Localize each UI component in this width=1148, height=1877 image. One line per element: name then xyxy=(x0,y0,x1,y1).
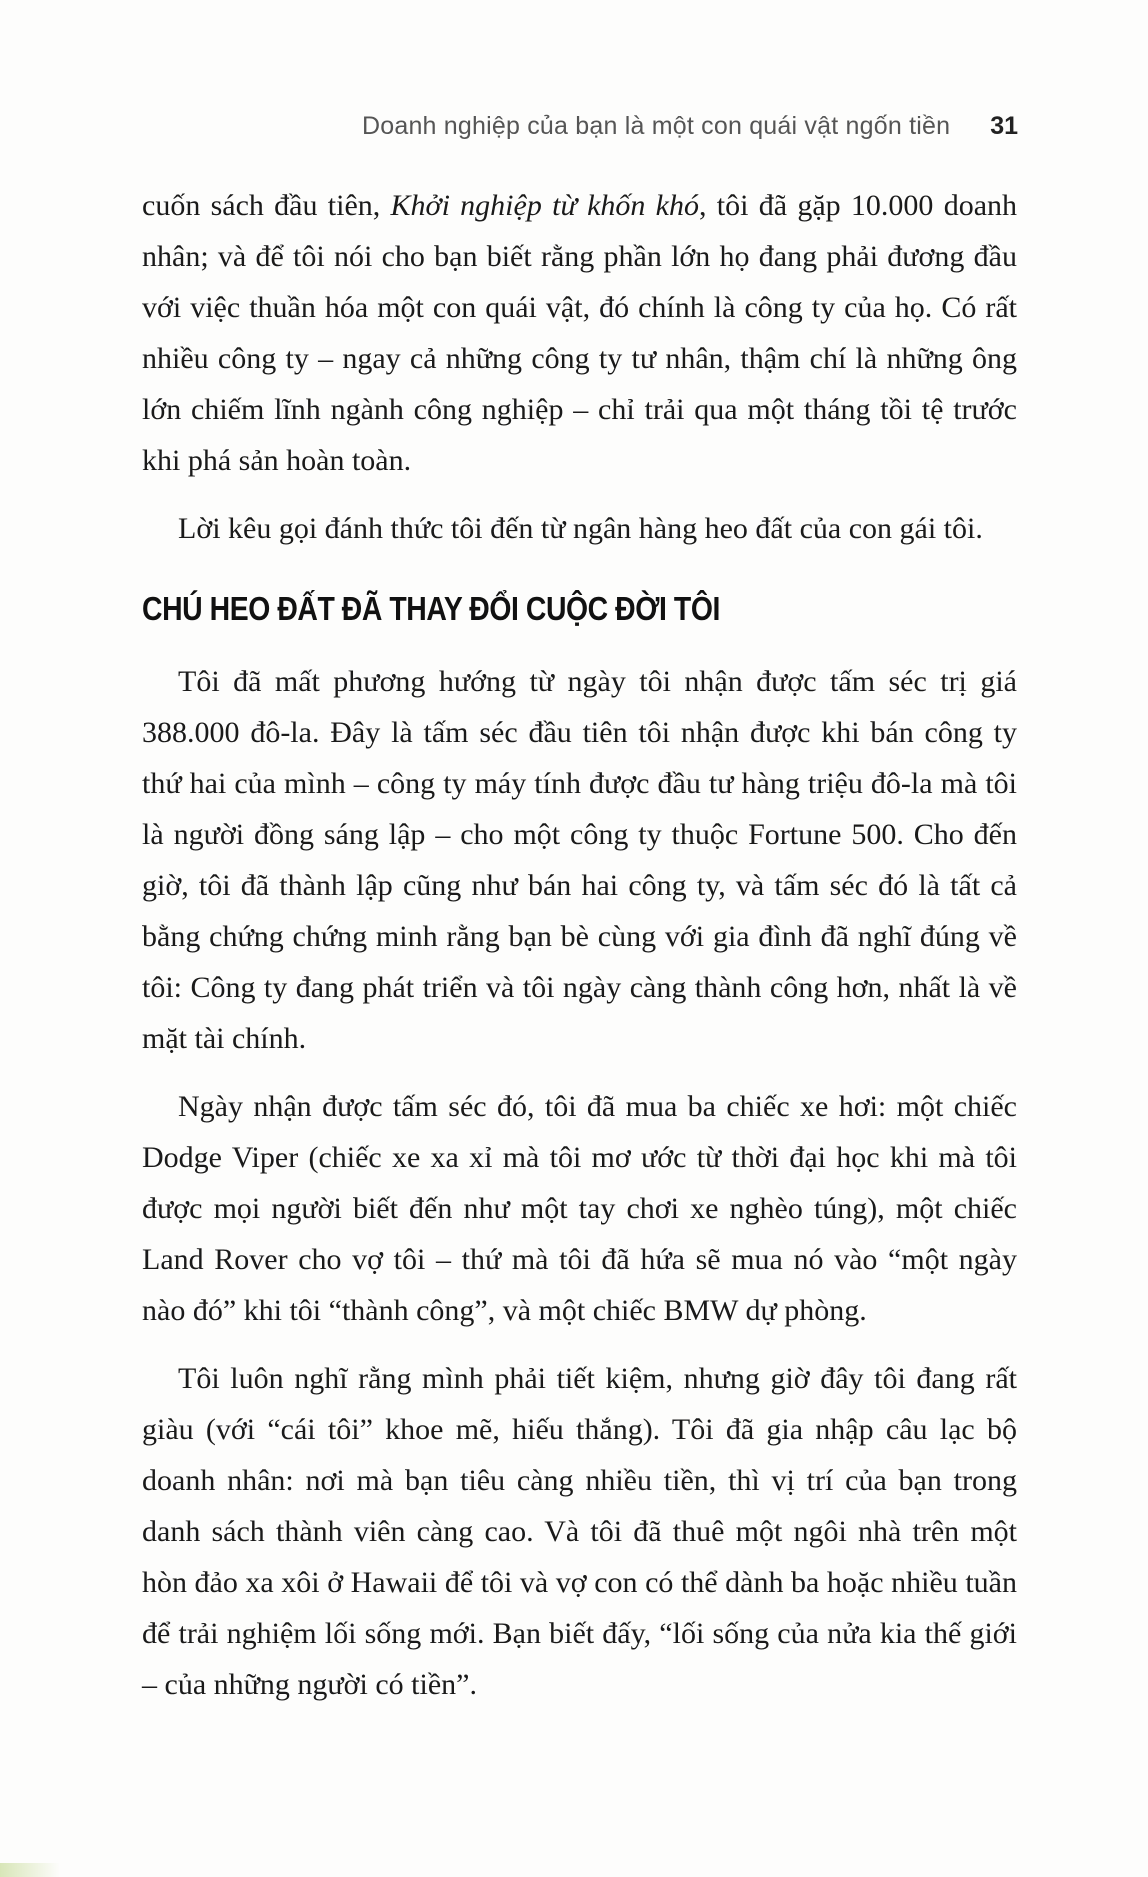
paragraph-continuation xyxy=(142,180,1017,486)
page-number: 31 xyxy=(990,112,1018,140)
page-edge-tint xyxy=(0,1863,60,1877)
paragraph-cars: Ngày nhận được tấm séc đó, tôi đã mua ba chiếc xe hơi: một chiếc Dodge Viper (chiếc xe xa xỉ mà tôi mơ ước từ thời đại học khi mà tôi được mọi người biết đến như một tay chơi xe nghèo túng), một chiếc Land Rover cho vợ tôi – thứ mà tôi đã hứa sẽ mua nó vào “một ngày nào đó” khi tôi “thành công”, và một chiếc BMW dự phòng. xyxy=(142,1090,1017,1327)
running-header xyxy=(362,112,1018,141)
running-title: Doanh nghiệp của bạn là một con quái vật ngốn tiền xyxy=(361,112,951,140)
paragraph-text: , tôi đã gặp 10.000 doanh nhân; và để tôi nói cho bạn biết rằng phần lớn họ đang phải đương đầu với việc thuần hóa một con quái vật, đó chính là công ty của họ. Có rất nhiều công ty – ngay cả những công ty tư nhân, thậm chí là những ông lớn chiếm lĩnh ngành công nghiệp – chỉ trải qua một tháng tồi tệ trước khi phá sản hoàn toàn. xyxy=(142,189,1018,477)
body-text xyxy=(142,180,1017,1710)
paragraph-rich: Tôi luôn nghĩ rằng mình phải tiết kiệm, nhưng giờ đây tôi đang rất giàu (với “cái tôi” khoe mẽ, hiếu thắng). Tôi đã gia nhập câu lạc bộ doanh nhân: nơi mà bạn tiêu càng nhiều tiền, thì vị trí của bạn trong danh sách thành viên càng cao. Và tôi đã thuê một ngôi nhà trên một hòn đảo xa xôi ở Hawaii để tôi và vợ con có thể dành ba hoặc nhiều tuần để trải nghiệm lối sống mới. Bạn biết đấy, “lối sống của nửa kia thế giới – của những người có tiền”. xyxy=(142,1362,1017,1701)
paragraph-text: cuốn sách đầu tiên, xyxy=(142,189,391,222)
book-title: Khởi nghiệp từ khốn khó xyxy=(390,189,699,222)
section-heading: CHÚ HEO ĐẤT ĐÃ THAY ĐỔI CUỘC ĐỜI TÔI xyxy=(142,590,720,627)
paragraph-check: Tôi đã mất phương hướng từ ngày tôi nhận được tấm séc trị giá 388.000 đô-la. Đây là tấm séc đầu tiên tôi nhận được khi bán công ty thứ hai của mình – công ty máy tính được đầu tư hàng triệu đô-la mà tôi là người đồng sáng lập – cho một công ty thuộc Fortune 500. Cho đến giờ, tôi đã thành lập cũng như bán hai công ty, và tấm séc đó là tất cả bằng chứng chứng minh rằng bạn bè cùng với gia đình đã nghĩ đúng về tôi: Công ty đang phát triển và tôi ngày càng thành công hơn, nhất là về mặt tài chính. xyxy=(142,665,1017,1055)
paragraph-wake-up-call: Lời kêu gọi đánh thức tôi đến từ ngân hàng heo đất của con gái tôi. xyxy=(178,512,983,545)
